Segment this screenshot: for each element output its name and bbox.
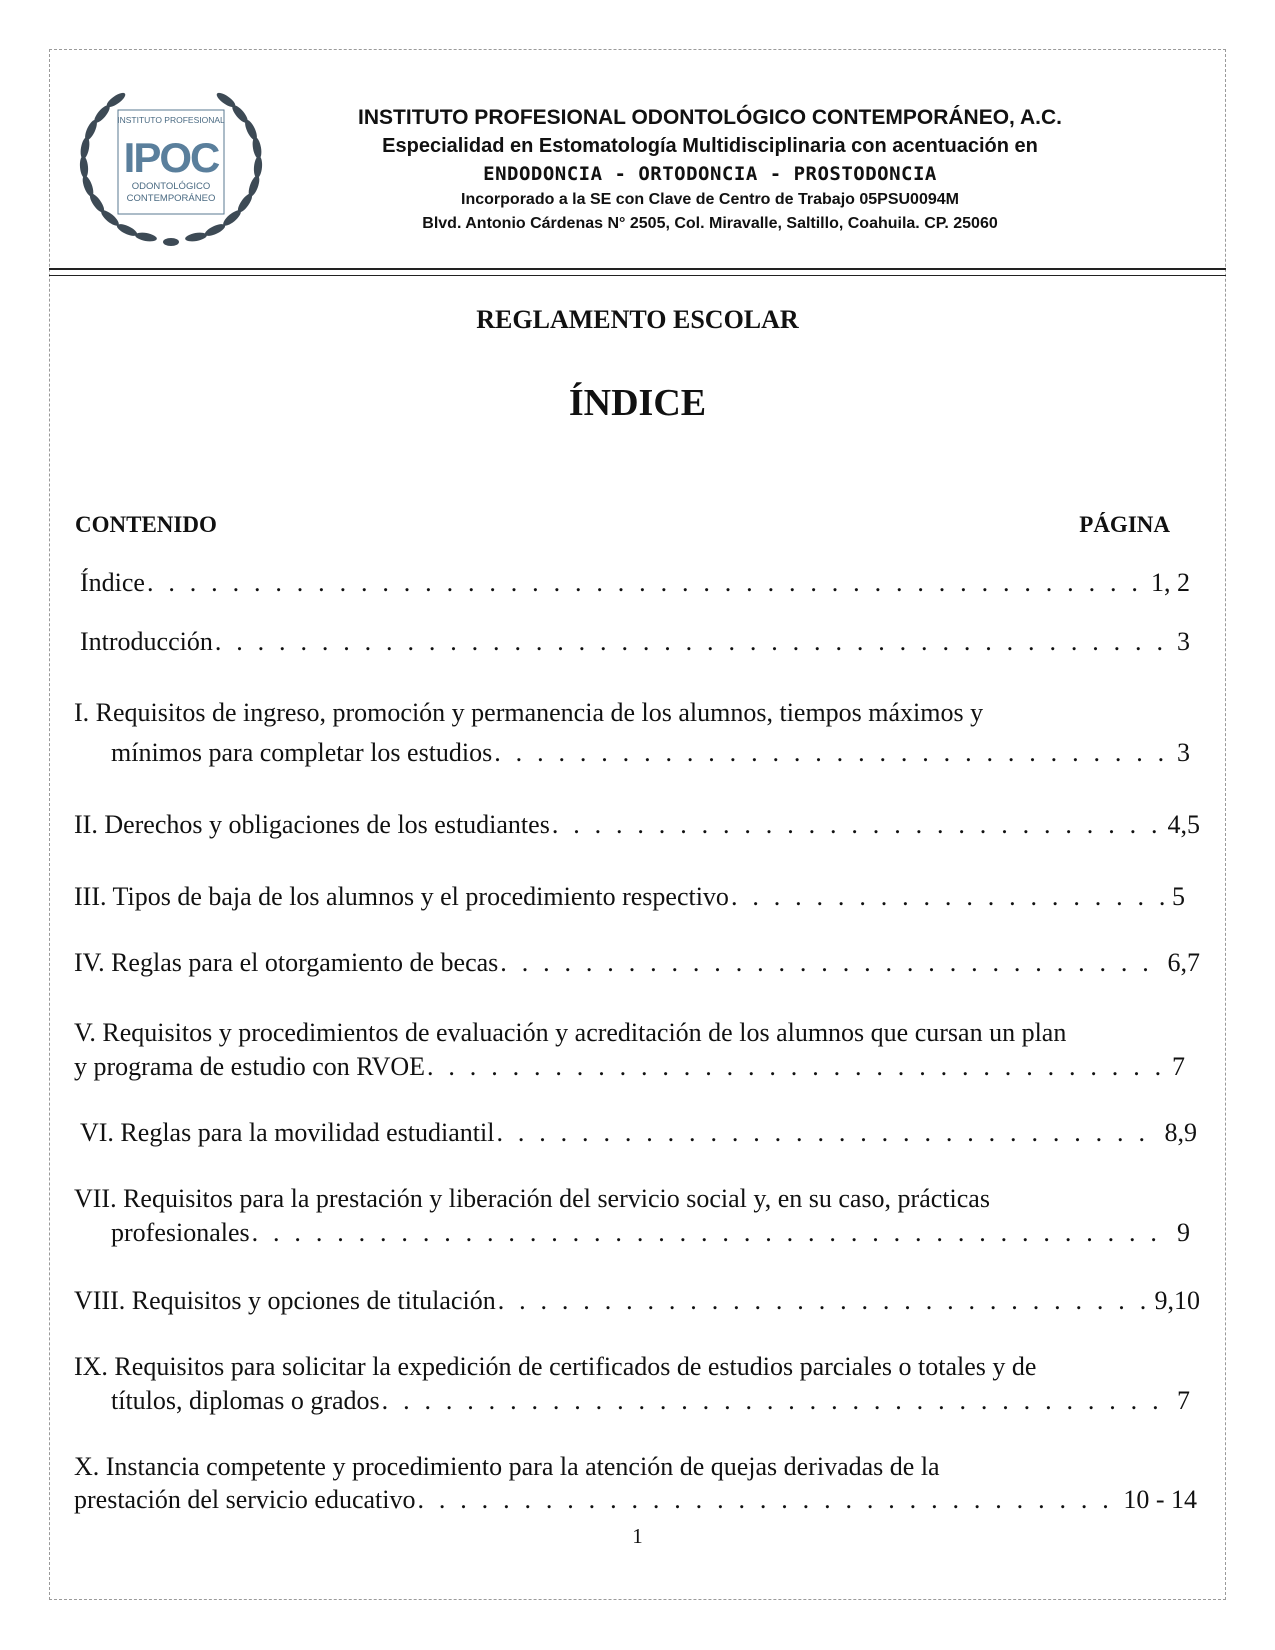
toc-entry-title: títulos, diplomas o grados	[111, 1386, 380, 1415]
toc-entry-page: 7	[1172, 1052, 1185, 1081]
toc-leader-dots	[552, 808, 1164, 842]
toc-entry-first-line: X. Instancia competente y procedimiento para la atención de quejas derivadas de la	[74, 1452, 940, 1481]
toc-leader-dots	[494, 736, 1173, 770]
toc-entry	[74, 808, 1200, 842]
toc-entry-title: prestación del servicio educativo	[74, 1485, 416, 1514]
toc-entry-page: 7	[1177, 1386, 1190, 1415]
toc-entry	[80, 1116, 1197, 1150]
toc-entry-first-line: VII. Requisitos para la prestación y liberación del servicio social y, en su caso, prácticas	[74, 1184, 990, 1213]
ipoc-logo	[76, 72, 266, 250]
document-title: REGLAMENTO ESCOLAR	[476, 305, 799, 334]
toc-entry-page: 3	[1177, 738, 1190, 767]
toc-entry-title: Introducción	[80, 627, 213, 656]
toc-leader-dots	[417, 1483, 1119, 1517]
toc-leader-dots	[731, 880, 1168, 914]
toc-entry	[80, 625, 1190, 659]
toc-leader-dots	[427, 1050, 1168, 1084]
logo-top-text: INSTITUTO PROFESIONAL	[117, 115, 225, 125]
toc-entry-title: y programa de estudio con RVOE	[74, 1052, 425, 1081]
toc-entry	[111, 1384, 1190, 1418]
toc-entry-page: 9	[1177, 1218, 1190, 1247]
toc-entry	[74, 1284, 1200, 1318]
areas-line: ENDODONCIA - ORTODONCIA - PROSTODONCIA	[483, 163, 937, 185]
toc-leader-dots	[500, 946, 1163, 980]
toc-entry-title: profesionales	[111, 1218, 250, 1247]
logo-mark: IPOC	[123, 134, 219, 181]
toc-leader-dots	[215, 625, 1173, 659]
toc-entry-page: 4,5	[1167, 810, 1200, 839]
toc-entry-page: 9,10	[1154, 1286, 1200, 1315]
toc-entry-title: VIII. Requisitos y opciones de titulación	[74, 1286, 496, 1315]
toc-entry	[111, 1216, 1190, 1250]
toc-entry-first-line: IX. Requisitos para solicitar la expedición de certificados de estudios parciales o totales y de	[74, 1352, 1037, 1381]
toc-leader-dots	[147, 566, 1147, 600]
toc-entry-title: III. Tipos de baja de los alumnos y el procedimiento respectivo	[74, 882, 729, 911]
header-rule-thin	[49, 275, 1226, 276]
toc-entry-title: Índice	[80, 568, 145, 597]
header-rule-thick	[49, 268, 1226, 270]
index-title: ÍNDICE	[568, 382, 707, 424]
toc-entry-page: 3	[1177, 627, 1190, 656]
toc-entry-page: 6,7	[1167, 948, 1200, 977]
toc-leader-dots	[496, 1116, 1160, 1150]
toc-entry	[74, 1050, 1185, 1084]
page-number: 1	[632, 1524, 643, 1548]
toc-leader-dots	[382, 1384, 1173, 1418]
specialty-line: Especialidad en Estomatología Multidisciplinaria con acentuación en	[382, 135, 1038, 157]
logo-bottom-line1: ODONTOLÓGICO	[131, 181, 211, 192]
letterhead	[300, 104, 1120, 236]
logo-bottom-line2: CONTEMPORÁNEO	[126, 193, 216, 204]
column-header-page: PÁGINA	[1079, 512, 1170, 537]
toc-entry	[111, 736, 1190, 770]
toc-entry-title: II. Derechos y obligaciones de los estudiantes	[74, 810, 550, 839]
incorporation-line: Incorporado a la SE con Clave de Centro de Trabajo 05PSU0094M	[461, 191, 959, 208]
toc-leader-dots	[498, 1284, 1151, 1318]
toc-leader-dots	[252, 1216, 1173, 1250]
toc-entry-page: 8,9	[1164, 1118, 1197, 1147]
toc-entry-title: IV. Reglas para el otorgamiento de becas	[74, 948, 499, 977]
toc-entry-first-line: I. Requisitos de ingreso, promoción y permanencia de los alumnos, tiempos máximos y	[74, 698, 984, 727]
toc-entry-page: 10 - 14	[1123, 1485, 1197, 1514]
institution-name: INSTITUTO PROFESIONAL ODONTOLÓGICO CONTEMPORÁNEO, A.C.	[358, 106, 1062, 129]
toc-entry-page: 1, 2	[1151, 568, 1190, 597]
toc-entry-first-line: V. Requisitos y procedimientos de evaluación y acreditación de los alumnos que cursan un plan	[74, 1018, 1067, 1047]
toc-entry-title: VI. Reglas para la movilidad estudiantil	[80, 1118, 495, 1147]
toc-entry	[74, 946, 1200, 980]
toc-entry	[80, 566, 1190, 600]
toc-entry	[74, 880, 1185, 914]
column-header-content: CONTENIDO	[75, 512, 217, 537]
toc-entry-page: 5	[1172, 882, 1185, 911]
toc-entry-title: mínimos para completar los estudios	[111, 738, 493, 767]
toc-entry	[74, 1483, 1197, 1517]
address-line: Blvd. Antonio Cárdenas N° 2505, Col. Miravalle, Saltillo, Coahuila. CP. 25060	[422, 215, 998, 232]
